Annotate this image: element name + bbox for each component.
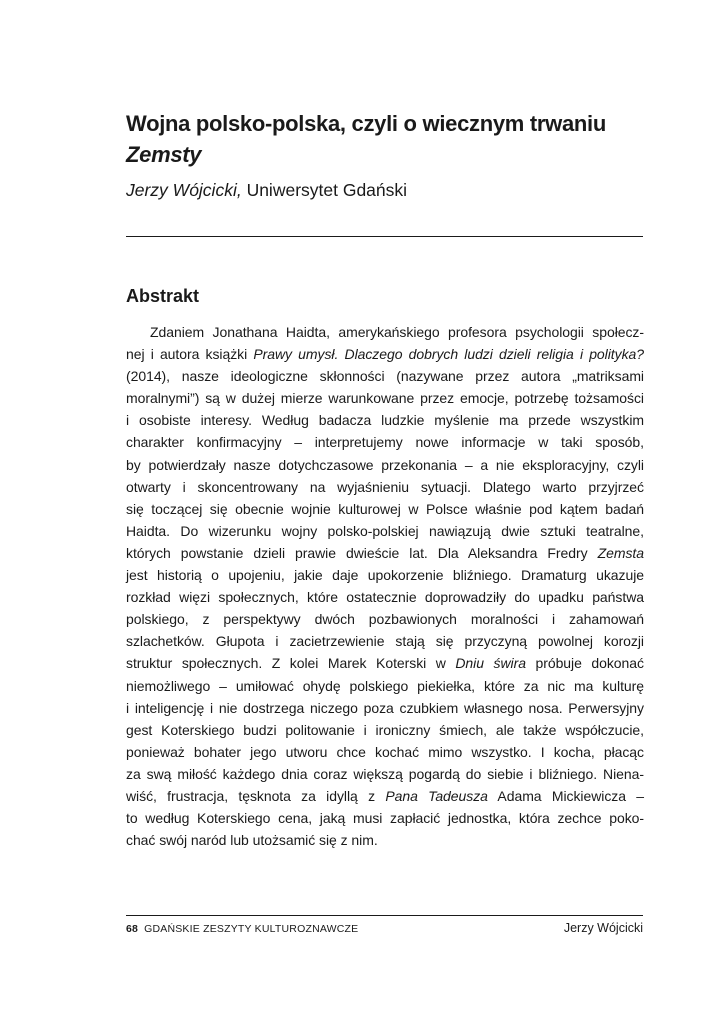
abstract-line	[126, 498, 644, 520]
abstract-line	[126, 675, 644, 697]
abstract-text: ponieważ bohater jego utworu chce kochać mimo wszystko. I kocha, płacąc	[126, 743, 644, 760]
abstract-line	[126, 785, 644, 807]
abstract-text: (2014), nasze ideologiczne skłonności (nazywane przez autora „matriksami	[126, 368, 644, 385]
abstract-text: otwarty i skoncentrowany na wyjaśnieniu sytuacji. Dlatego warto przyjrzeć	[126, 478, 644, 495]
abstract-line	[126, 564, 644, 586]
footer-left	[126, 922, 358, 936]
abstract-text: których powstanie dzieli prawie dwieście lat. Dla Aleksandra Fredry	[126, 544, 598, 561]
abstract-text: Zdaniem Jonathana Haidta, amerykańskiego profesora psychologii społecz-	[150, 324, 644, 340]
abstract-line	[126, 763, 644, 785]
title-italic-part: Zemsty	[126, 142, 202, 167]
author-affiliation: Uniwersytet Gdański	[241, 180, 408, 200]
abstract-line	[126, 652, 644, 674]
abstract-text: by potwierdzały nasze dotychczasowe przekonania – a nie eksploracyjny, czyli	[126, 456, 644, 473]
abstract-line	[126, 321, 644, 343]
abstract-line	[126, 542, 644, 564]
abstract-line	[126, 520, 644, 542]
abstract-text: Adama Mickiewicza –	[487, 787, 644, 804]
running-author: Jerzy Wójcicki	[563, 921, 643, 935]
abstract-line	[126, 343, 644, 365]
abstract-line	[126, 608, 644, 630]
italic-title: Zemsta	[597, 544, 644, 561]
title-main: Wojna polsko-polska, czyli o wiecznym trwaniu	[126, 111, 606, 136]
abstract-text: gest Koterskiego budzi politowanie i ironiczny śmiech, ale także współczucie,	[126, 721, 644, 738]
footer-divider	[126, 915, 643, 916]
abstract-text: to według Koterskiego cena, jaką musi zapłacić jednostka, która zechce poko-	[126, 810, 644, 827]
abstract-line	[126, 454, 644, 476]
header-divider	[126, 236, 643, 237]
journal-name: GDAŃSKIE ZESZYTY KULTUROZNAWCZE	[144, 923, 359, 935]
abstract-text: charakter konfirmacyjny – interpretujemy nowe informacje w taki sposób,	[126, 434, 644, 451]
abstract-line	[126, 586, 644, 608]
author-name: Jerzy Wójcicki,	[126, 180, 242, 200]
abstract-body	[126, 321, 644, 851]
abstract-line	[126, 630, 644, 652]
abstract-line	[126, 829, 644, 851]
abstract-text: moralnymi”) są w dużej mierze warunkowane przez emocje, potrzebę tożsamości	[126, 390, 644, 407]
abstract-line	[126, 365, 644, 387]
abstract-text: za swą miłość każdego dnia coraz większą pogardą do siebie i bliźniego. Niena-	[126, 765, 644, 782]
abstract-text: szlachetków. Głupota i zacietrzewienie stają się przyczyną powolnej korozji	[126, 633, 644, 650]
italic-title: Prawy umysł. Dlaczego dobrych ludzi dzieli religia i polityka?	[253, 346, 644, 363]
abstract-text: i osobiste interesy. Według badacza ludzkie myślenie ma przede wszystkim	[126, 412, 644, 429]
article-title	[126, 108, 646, 170]
abstract-line	[126, 387, 644, 409]
abstract-text: i inteligencję i nie dostrzega niczego poza czubkiem własnego nosa. Perwersyjny	[126, 699, 644, 716]
abstract-heading: Abstrakt	[126, 286, 200, 306]
abstract-line	[126, 807, 644, 829]
abstract-text: jest historią o upojeniu, jakie daje upokorzenie bliźniego. Dramaturg ukazuje	[126, 567, 644, 584]
abstract-line	[126, 741, 644, 763]
abstract-text: się toczącej się obecnie wojnie kulturowej w Polsce właśnie pod kątem badań	[126, 500, 644, 517]
abstract-text: niemożliwego – umiłować ohydę polskiego piekiełka, które za nic ma kulturę	[126, 677, 644, 694]
page-number: 68	[126, 923, 139, 935]
italic-title: Pana Tadeusza	[385, 787, 488, 804]
abstract-line	[126, 719, 644, 741]
abstract-text: rozkład więzi społecznych, które ostatecznie doprowadziły do upadku państwa	[126, 589, 644, 606]
abstract-line	[126, 431, 644, 453]
abstract-text: nej i autora książki	[126, 346, 254, 363]
abstract-text: Haidta. Do wizerunku wojny polsko-polskiej nawiązują dwie sztuki teatralne,	[126, 522, 644, 539]
abstract-line	[126, 476, 644, 498]
abstract-text: struktur społecznych. Z kolei Marek Koterski w	[126, 655, 456, 672]
abstract-line	[126, 697, 644, 719]
author-line	[126, 178, 407, 202]
abstract-text: polskiego, z perspektywy dwóch pozbawionych moralności i zahamowań	[126, 611, 644, 628]
abstract-line	[126, 409, 644, 431]
italic-title: Dniu świra	[455, 655, 526, 672]
abstract-text: próbuje dokonać	[525, 655, 644, 672]
abstract-text: wiść, frustracja, tęsknota za idyllą z	[126, 787, 386, 804]
abstract-text: chać swój naród lub utożsamić się z nim.	[126, 832, 378, 849]
